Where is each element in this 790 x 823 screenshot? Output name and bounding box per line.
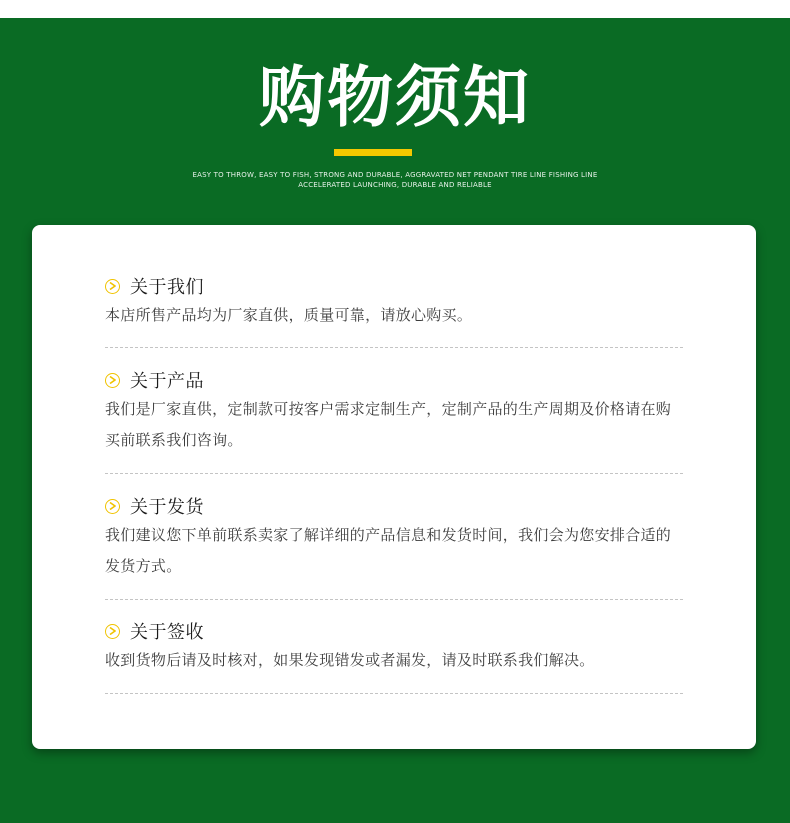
- divider: [105, 693, 683, 694]
- chevron-right-circle-icon: [105, 279, 120, 294]
- section-body: 本店所售产品均为厂家直供，质量可靠，请放心购买。: [105, 306, 473, 324]
- chevron-right-circle-icon: [105, 499, 120, 514]
- divider: [105, 599, 683, 600]
- section-body: 我们是厂家直供，定制款可按客户需求定制生产，定制产品的生产周期及价格请在购买前联系我们咨询。: [105, 400, 672, 449]
- divider: [105, 347, 683, 348]
- info-card: [32, 225, 756, 749]
- section-title: 关于产品: [130, 371, 204, 392]
- section-title: 关于发货: [130, 497, 204, 518]
- chevron-right-circle-icon: [105, 624, 120, 639]
- section-about-shipping: [105, 494, 683, 582]
- section-header: [105, 494, 683, 518]
- chevron-right-circle-icon: [105, 373, 120, 388]
- subtitle-line-2: ACCELERATED LAUNCHING, DURABLE AND RELIABLE: [298, 181, 492, 189]
- section-header: [105, 368, 683, 392]
- section-title: 关于签收: [130, 622, 204, 643]
- section-title: 关于我们: [130, 277, 204, 298]
- section-header: [105, 274, 683, 298]
- page-title: 购物须知: [259, 59, 531, 136]
- subtitle: [0, 170, 790, 190]
- divider: [105, 473, 683, 474]
- section-body: 收到货物后请及时核对，如果发现错发或者漏发，请及时联系我们解决。: [105, 651, 595, 669]
- section-header: [105, 619, 683, 643]
- section-about-us: [105, 274, 683, 331]
- section-about-products: [105, 368, 683, 456]
- title-underline: [334, 149, 412, 156]
- subtitle-line-1: EASY TO THROW, EASY TO FISH, STRONG AND DURABLE, AGGRAVATED NET PENDANT TIRE LINE FISHING LINE: [192, 171, 598, 179]
- section-body: 我们建议您下单前联系卖家了解详细的产品信息和发货时间，我们会为您安排合适的发货方式。: [105, 526, 672, 575]
- section-about-receipt: [105, 619, 683, 676]
